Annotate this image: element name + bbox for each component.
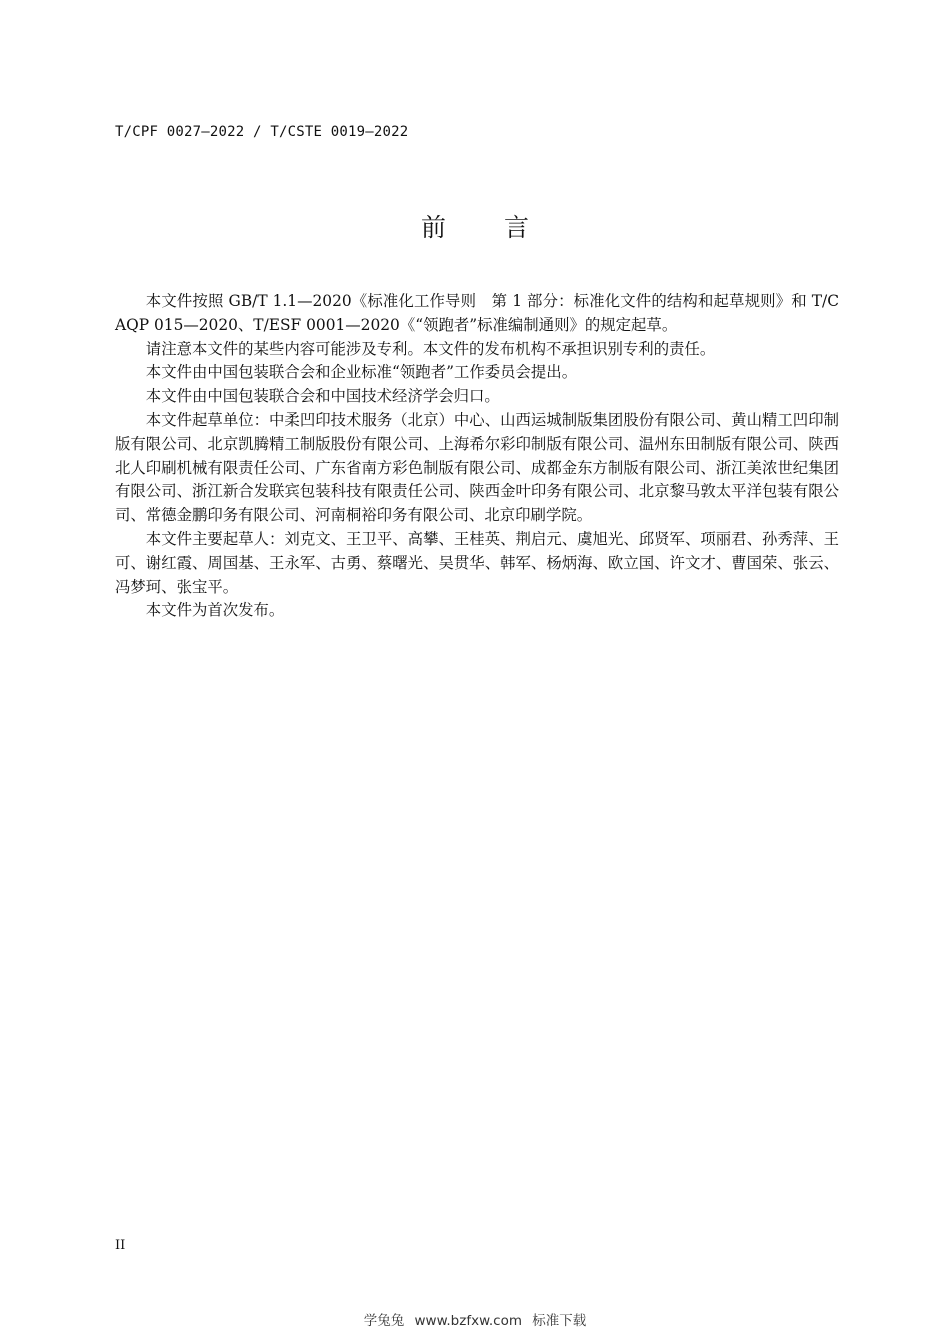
paragraph-patent-notice: 请注意本文件的某些内容可能涉及专利。本文件的发布机构不承担识别专利的责任。 (145, 339, 716, 358)
title-char-1: 前 (420, 213, 446, 242)
page-number: II (115, 1238, 126, 1253)
paragraph-centralized-unit: 本文件由中国包装联合会和中国技术经济学会归口。 (145, 387, 500, 406)
footer-watermark-text: 学兔兔 www.bzfxw.com 标准下载 (363, 1313, 587, 1329)
foreword-body (115, 290, 839, 623)
paragraph-drafting-basis: 本文件按照 GB/T 1.1—2020《标准化工作导则 第 1 部分：标准化文件的结构和起草规则》和 T/CAQP 015—2020、T/ESF 0001—2020《“领跑者”标准编制通则》的规定起草。 (115, 292, 839, 334)
paragraph-proposer: 本文件由中国包装联合会和企业标准“领跑者”工作委员会提出。 (145, 363, 578, 382)
paragraph-main-drafters: 本文件主要起草人：刘克文、王卫平、高攀、王桂英、荆启元、虞旭光、邱贤军、项丽君、孙秀萍、王可、谢红霞、周国基、王永军、古勇、蔡曙光、吴贯华、韩军、杨炳海、欧立国、许文才、曹国荣、张云、冯梦珂、张宝平。 (115, 529, 839, 596)
title-char-2: 言 (504, 213, 530, 242)
document-code-header: T/CPF 0027—2022 / T/CSTE 0019—2022 (115, 124, 409, 140)
paragraph-first-release: 本文件为首次发布。 (145, 601, 285, 620)
paragraph-drafting-units: 本文件起草单位：中柔凹印技术服务（北京）中心、山西运城制版集团股份有限公司、黄山精工凹印制版有限公司、北京凯腾精工制版股份有限公司、上海希尔彩印制版有限公司、温州东田制版有限公司、陕西北人印刷机械有限责任公司、广东省南方彩色制版有限公司、成都金东方制版有限公司、浙江美浓世纪集团有限公司、浙江新合发联宾包装科技有限责任公司、陕西金叶印务有限公司、北京黎马敦太平洋包装有限公司、常德金鹏印务有限公司、河南桐裕印务有限公司、北京印刷学院。 (115, 410, 839, 525)
page-title (0, 208, 950, 244)
